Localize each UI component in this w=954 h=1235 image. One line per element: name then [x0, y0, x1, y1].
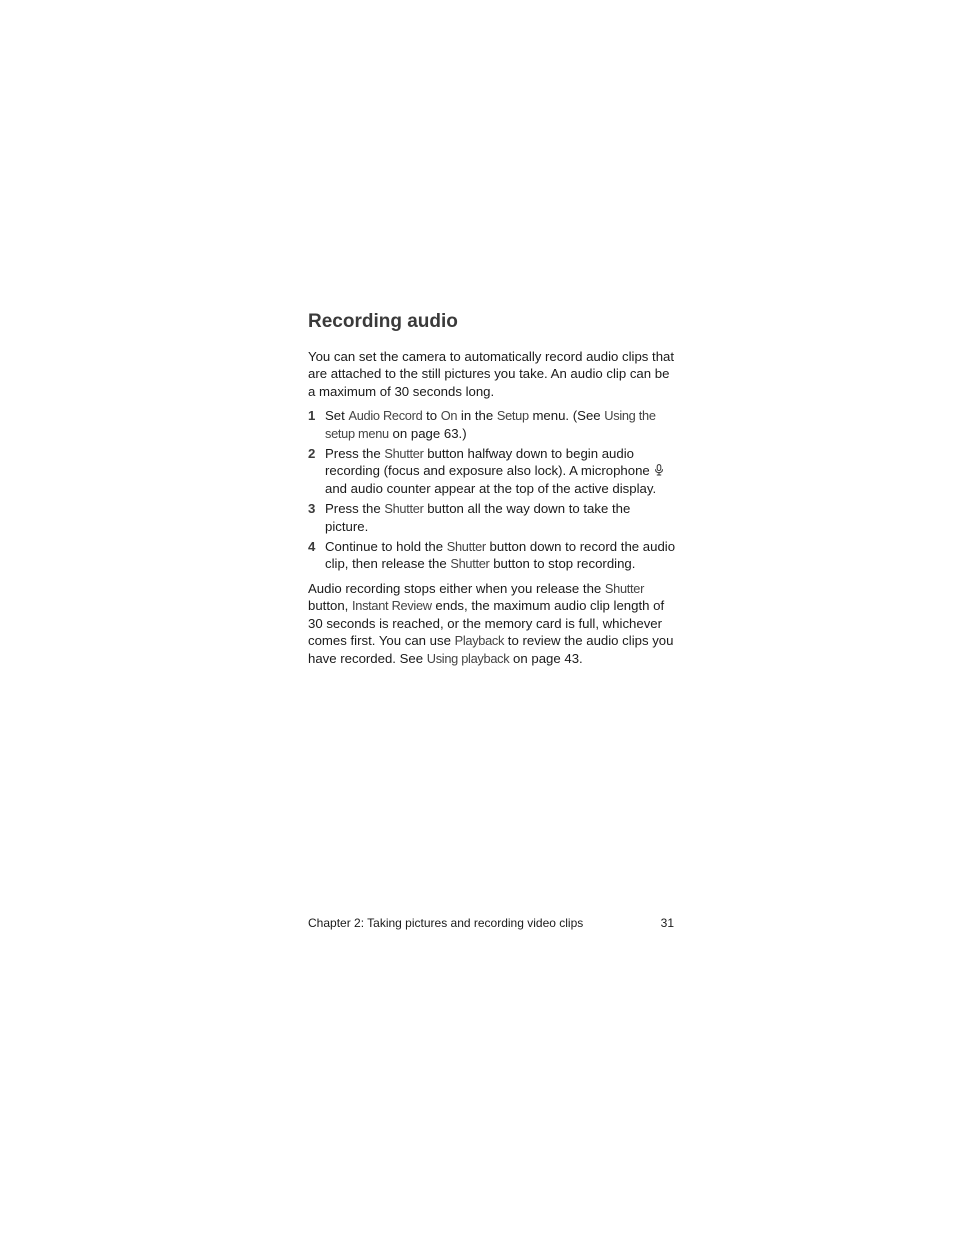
steps-list: [308, 407, 676, 573]
ui-term-shutter: Shutter: [446, 539, 486, 555]
ui-term-setup: Setup: [496, 408, 529, 424]
closing-text: button,: [308, 598, 352, 614]
closing-paragraph: [308, 580, 676, 667]
page-content: [308, 308, 676, 667]
cross-reference-link[interactable]: Using playback: [426, 650, 510, 666]
step-text: in the: [457, 408, 497, 424]
step-item: [308, 538, 676, 573]
step-text: Press the: [325, 501, 385, 517]
ui-term-audio-record: Audio Record: [348, 408, 423, 424]
step-text: button down to record the audio clip, then release the: [325, 539, 676, 572]
step-number: 4: [308, 539, 316, 555]
step-number: 2: [308, 446, 316, 462]
step-text: on page 63.): [388, 425, 467, 441]
step-item: [308, 407, 676, 442]
footer-page-number: 31: [660, 916, 674, 930]
step-text: button to stop recording.: [489, 556, 636, 572]
step-item: [308, 445, 676, 497]
ui-term-shutter: Shutter: [384, 501, 424, 517]
step-number: 1: [308, 408, 316, 424]
step-text: and audio counter appear at the top of the active display.: [325, 480, 657, 496]
microphone-icon: [654, 464, 664, 476]
ui-term-playback: Playback: [454, 633, 505, 649]
closing-text: ends, the maximum audio clip length of 30 seconds is reached, or the memory card is full, whichever comes first. You can use: [308, 598, 665, 649]
closing-text: on page 43.: [509, 650, 583, 666]
ui-term-shutter: Shutter: [450, 556, 490, 572]
step-item: [308, 500, 676, 535]
cross-reference-link[interactable]: Using the setup menu: [325, 408, 656, 441]
step-text: to: [422, 408, 441, 424]
step-text: button all the way down to take the picture.: [325, 501, 631, 534]
closing-text: to review the audio clips you have recorded. See: [308, 633, 674, 666]
footer-chapter-title: Chapter 2: Taking pictures and recording video clips: [308, 916, 584, 930]
closing-text: Audio recording stops either when you release the: [308, 580, 605, 596]
page-title: Recording audio: [308, 311, 458, 332]
ui-term-on: On: [440, 408, 458, 424]
step-text: button halfway down to begin audio recording (focus and exposure also lock). A microphone: [325, 446, 650, 479]
step-number: 3: [308, 501, 316, 517]
step-text: Press the: [325, 446, 385, 462]
intro-paragraph: You can set the camera to automatically record audio clips that are attached to the still pictures you take. An audio clip can be a maximum of 30 seconds long.: [308, 349, 675, 399]
ui-term-instant-review: Instant Review: [352, 598, 432, 614]
step-text: menu. (See: [528, 408, 605, 424]
ui-term-shutter: Shutter: [384, 446, 424, 462]
step-text: Continue to hold the: [325, 539, 447, 555]
step-text: Set: [325, 408, 349, 424]
ui-term-shutter: Shutter: [604, 580, 645, 596]
